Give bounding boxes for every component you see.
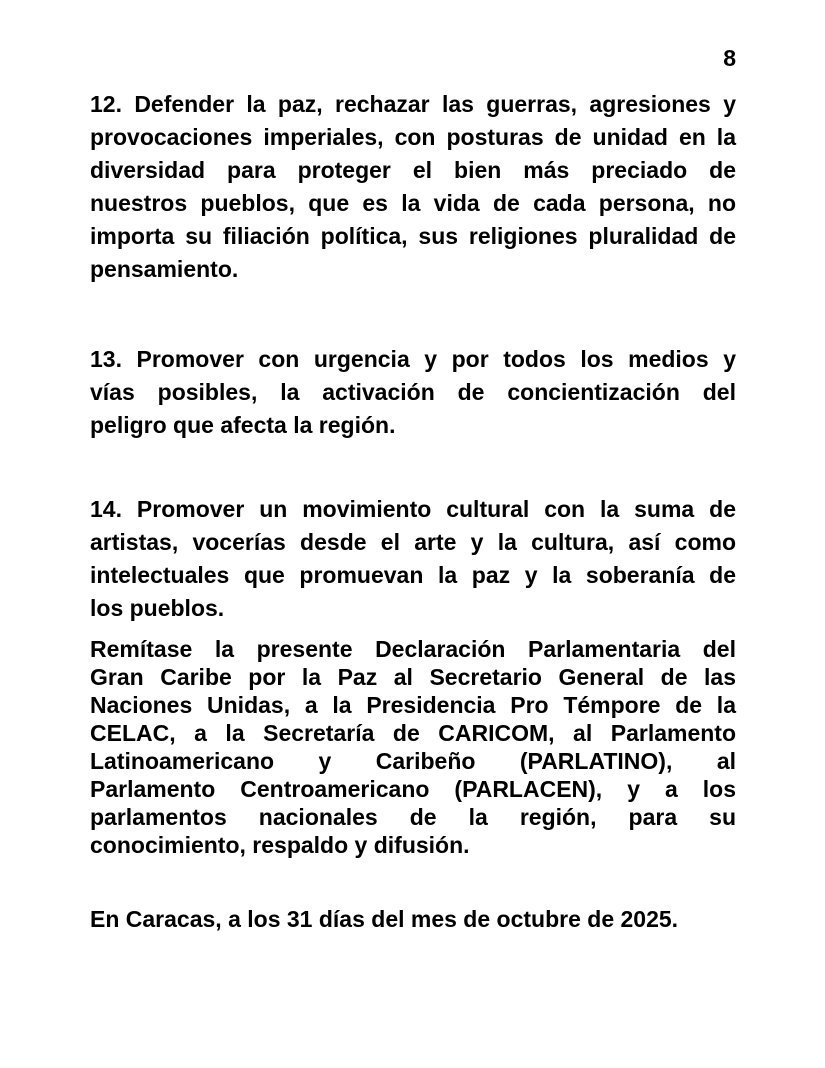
text-line: CELAC, a la Secretaría de CARICOM, al Parlamento: [90, 720, 736, 746]
text-line: Gran Caribe por la Paz al Secretario General de las: [90, 664, 736, 690]
text-line: Parlamento Centroamericano (PARLACEN), y a los: [90, 776, 736, 802]
text-line: artistas, vocerías desde el arte y la cultura, así como: [90, 529, 736, 555]
text-line: vías posibles, la activación de concientización del: [90, 379, 736, 405]
text-line: peligro que afecta la región.: [90, 412, 396, 438]
text-line: parlamentos nacionales de la región, para su: [90, 804, 736, 830]
text-line: Remítase la presente Declaración Parlamentaria del: [90, 636, 736, 662]
text-line: conocimiento, respaldo y difusión.: [90, 832, 470, 858]
text-line: En Caracas, a los 31 días del mes de octubre de 2025.: [90, 906, 679, 932]
text-column: [90, 0, 736, 936]
text-line: pensamiento.: [90, 256, 239, 282]
page-number: 8: [723, 45, 736, 71]
paragraph-13: [90, 343, 736, 442]
text-line: 14. Promover un movimiento cultural con la suma de: [90, 496, 736, 522]
text-line: diversidad para proteger el bien más preciado de: [90, 157, 736, 183]
text-line: nuestros pueblos, que es la vida de cada persona, no: [90, 190, 736, 216]
text-line: 13. Promover con urgencia y por todos los medios y: [90, 346, 736, 372]
date-line: [90, 903, 736, 936]
paragraph-14: [90, 493, 736, 625]
closing-paragraph: [90, 635, 736, 859]
text-line: provocaciones imperiales, con posturas de unidad en la: [90, 124, 736, 150]
text-line: 12. Defender la paz, rechazar las guerras, agresiones y: [90, 91, 736, 117]
text-line: Latinoamericano y Caribeño (PARLATINO), al: [90, 748, 736, 774]
text-line: Naciones Unidas, a la Presidencia Pro Témpore de la: [90, 692, 736, 718]
text-line: intelectuales que promuevan la paz y la soberanía de: [90, 562, 736, 588]
text-line: importa su filiación política, sus religiones pluralidad de: [90, 223, 736, 249]
text-line: los pueblos.: [90, 595, 225, 621]
paragraph-12: [90, 88, 736, 286]
